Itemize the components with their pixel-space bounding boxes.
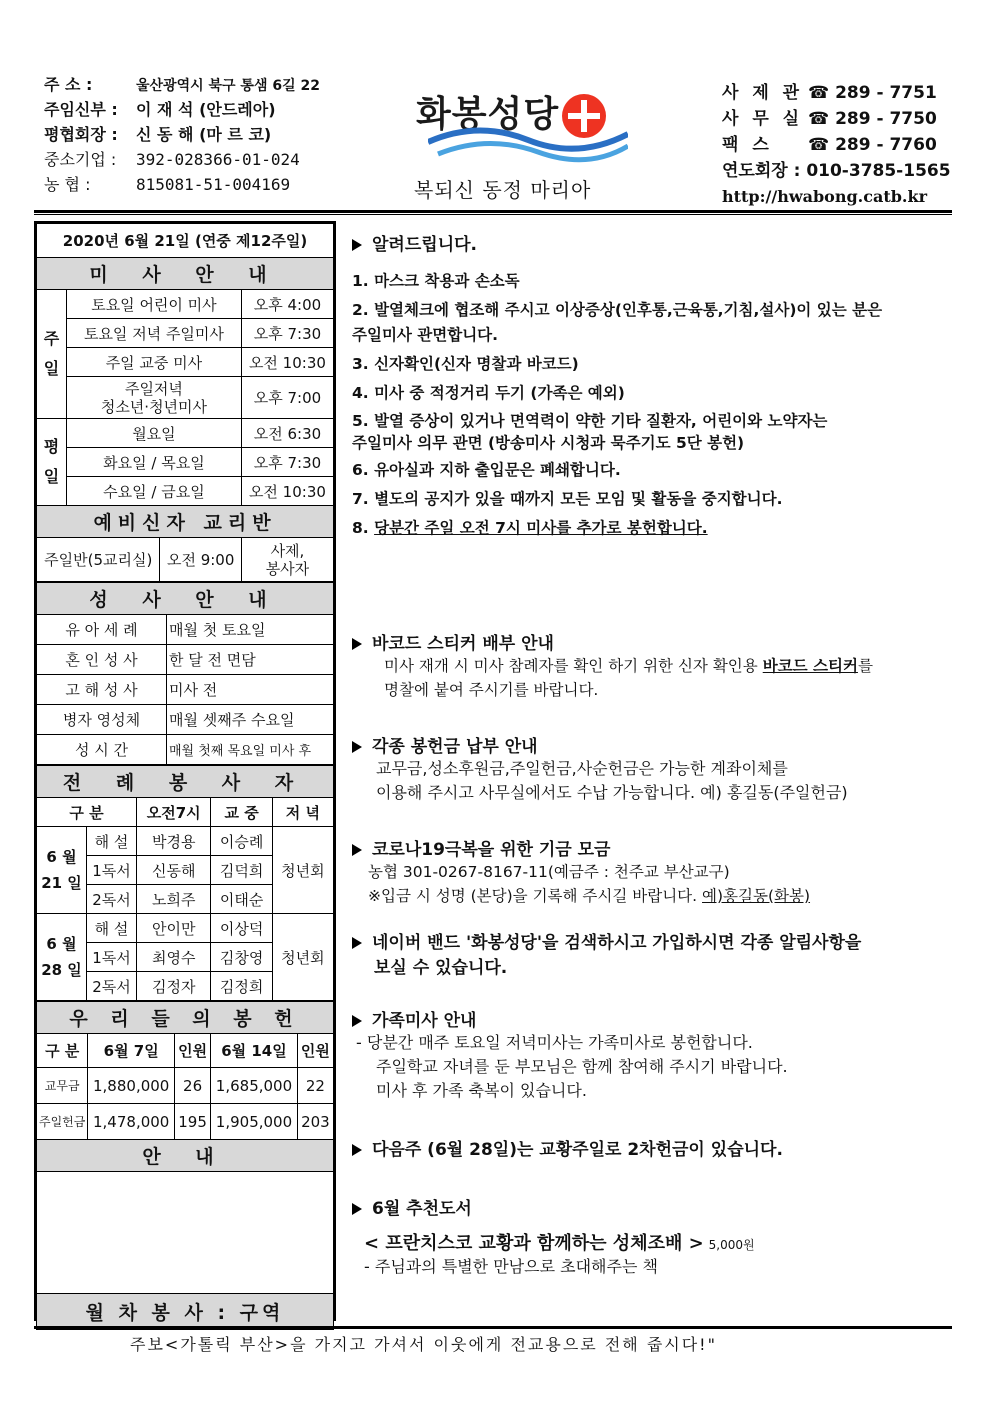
- book-price: 5,000원: [708, 1238, 755, 1252]
- family-text-2: 주일학교 자녀를 둔 부모님은 함께 참여해 주시기 바랍니다.: [376, 1057, 788, 1076]
- pastor-row: 주임신부 : 이 재 석 (안드레아): [44, 100, 276, 119]
- office-row: 사 무 실 ☎ 289 - 7750: [722, 109, 937, 129]
- barcode-text: 미사 재개 시 미사 참례자를 확인 하기 위한 신자 확인용 바코드 스티커를: [384, 657, 873, 675]
- sacrament-table: [36, 582, 334, 765]
- offering-amount: 1,685,000: [211, 1068, 298, 1104]
- servers-role: 2독서: [87, 972, 137, 1001]
- mass-name: 수요일 / 금요일: [67, 477, 242, 506]
- band-heading: 네이버 밴드 '화봉성당'을 검색하시고 가입하시면 각종 알림사항을: [352, 928, 952, 953]
- notice-item: 4. 미사 중 적정거리 두기 (가족은 예외): [352, 384, 625, 402]
- servers-name: 김덕희: [211, 856, 272, 885]
- arrow-icon: [352, 1015, 362, 1027]
- bulletin-date: 2020년 6월 21일 (연중 제12주일): [37, 224, 334, 258]
- header-info: [44, 72, 344, 197]
- barcode-text-2: 명찰에 붙여 주시기를 바랍니다.: [384, 681, 599, 699]
- servers-role: 해 설: [87, 914, 137, 943]
- mass-time: 오전 6:30: [241, 419, 333, 448]
- offering-header: 우 리 들 의 봉 헌: [37, 1002, 334, 1034]
- website-link[interactable]: http://hwabong.catb.kr: [722, 187, 927, 206]
- notice-item: 6. 유아실과 지하 출입문은 폐쇄합니다.: [352, 461, 621, 479]
- catechism-header: 예비신자 교리반: [37, 506, 334, 538]
- offering-count: 22: [297, 1068, 333, 1104]
- book-heading: 6월 추천도서: [352, 1194, 952, 1219]
- notice-header: 안 내: [37, 1140, 334, 1172]
- servers-role: 해 설: [87, 827, 137, 856]
- monthly-service: 월 차 봉 사 : 구역: [37, 1294, 334, 1330]
- offering-count: 195: [174, 1104, 210, 1140]
- arrow-icon: [352, 741, 362, 753]
- sacrament-name: 고 해 성 사: [37, 675, 167, 705]
- notice-heading: 알려드립니다.: [352, 230, 952, 255]
- sacrament-name: 혼 인 성 사: [37, 645, 167, 675]
- arrow-icon: [352, 937, 362, 949]
- giving-text: 교무금,성소후원금,주일헌금,사순헌금은 가능한 계좌이체를: [376, 759, 788, 778]
- mass-name: 주일 교중 미사: [67, 348, 242, 377]
- offering-count: 26: [174, 1068, 210, 1104]
- servers-col: 저 녁: [272, 798, 333, 827]
- covid-account: 농협 301-0267-8167-11(예금주 : 천주교 부산교구): [368, 863, 730, 881]
- book-row: [352, 1229, 952, 1255]
- offering-col: 인원: [297, 1034, 333, 1068]
- mass-time: 오후 7:30: [241, 319, 333, 348]
- offering-col: 구 분: [37, 1034, 88, 1068]
- offering-kind: 주일헌금: [37, 1104, 88, 1140]
- rectory-row: 사 제 관 ☎ 289 - 7751: [722, 83, 937, 103]
- mass-name: 토요일 저녁 주일미사: [67, 319, 242, 348]
- footer-text: 주보<가톨릭 부산>을 가지고 가셔서 이웃에게 전교용으로 전해 줍시다!": [130, 1335, 717, 1354]
- bank2-row: 농 협 : 815081-51-004169: [44, 175, 291, 194]
- servers-col: 구 분: [37, 798, 137, 827]
- mass-time: 오전 10:30: [241, 477, 333, 506]
- servers-date: 6 월 28 일: [37, 914, 87, 1001]
- offering-col: 인원: [174, 1034, 210, 1068]
- mass-time: 오전 10:30: [241, 348, 333, 377]
- mass-name: 화요일 / 목요일: [67, 448, 242, 477]
- covid-heading: 코로나19극복을 위한 기금 모금: [352, 835, 952, 860]
- servers-name: 김창영: [211, 943, 272, 972]
- servers-role: 1독서: [87, 856, 137, 885]
- mass-name: 월요일: [67, 419, 242, 448]
- footer-divider: [34, 1326, 952, 1330]
- servers-name: 박경용: [137, 827, 211, 856]
- notice-item: 5. 발열 증상이 있거나 면역력이 약한 기타 질환자, 어린이와 노약자는 주일미사 의무 관면 (방송미사 시청과 묵주기도 5단 봉헌): [352, 412, 828, 452]
- offering-kind: 교무금: [37, 1068, 88, 1104]
- covid-note: ※입금 시 성명 (본당)을 기록해 주시길 바랍니다. 예)홍길동(화봉): [368, 887, 811, 905]
- offering-col: 6월 7일: [88, 1034, 175, 1068]
- sacrament-name: 성 시 간: [37, 735, 167, 765]
- giving-text-2: 이용해 주시고 사무실에서도 수납 가능합니다. 예) 홍길동(주일헌금): [376, 783, 848, 802]
- book-desc: - 주님과의 특별한 만남으로 초대해주는 책: [364, 1257, 658, 1276]
- servers-role: 2독서: [87, 885, 137, 914]
- family-heading: 가족미사 안내: [352, 1006, 952, 1031]
- sacrament-when: 매월 첫째 목요일 미사 후: [167, 735, 334, 765]
- address-row: 주 소 : 울산광역시 북구 통샘 6길 22: [44, 75, 320, 94]
- offering-amount: 1,478,000: [88, 1104, 175, 1140]
- mass-name: 주일저녁 청소년·청년미사: [67, 377, 242, 419]
- servers-name: 이태순: [211, 885, 272, 914]
- sunday-label: 주일: [37, 290, 67, 419]
- sacrament-when: 매월 셋째주 수요일: [167, 705, 334, 735]
- servers-date: 6 월 21 일: [37, 827, 87, 914]
- offering-col: 6월 14일: [211, 1034, 298, 1068]
- family-text-3: 미사 후 가족 축복이 있습니다.: [376, 1081, 587, 1100]
- servers-col: 교 중: [211, 798, 272, 827]
- notice-item: 1. 마스크 착용과 손소독: [352, 272, 520, 290]
- arrow-icon: [352, 1144, 362, 1156]
- offering-count: 203: [297, 1104, 333, 1140]
- contact-info: [722, 80, 954, 210]
- notice-item: 2. 발열체크에 협조해 주시고 이상증상(인후통,근육통,기침,설사)이 있는 분은 주일미사 관면합니다.: [352, 301, 883, 344]
- notice-item: 3. 신자확인(신자 명찰과 바코드): [352, 355, 579, 373]
- catechism-who: 사제, 봉사자: [241, 538, 333, 582]
- mass-time: 오후 4:00: [241, 290, 333, 319]
- servers-role: 1독서: [87, 943, 137, 972]
- sacrament-when: 매월 첫 토요일: [167, 615, 334, 645]
- offering-amount: 1,880,000: [88, 1068, 175, 1104]
- waves-icon: [428, 124, 628, 164]
- servers-name: 최영수: [137, 943, 211, 972]
- servers-evening: 청년회: [272, 827, 333, 914]
- servers-name: 이상덕: [211, 914, 272, 943]
- servers-name: 노희주: [137, 885, 211, 914]
- offering-amount: 1,905,000: [211, 1104, 298, 1140]
- sacrament-name: 유 아 세 례: [37, 615, 167, 645]
- book-title: < 프란치스코 교황과 함께하는 성체조배 >: [364, 1233, 704, 1254]
- catechism-place: 주일반(5교리실): [37, 538, 160, 582]
- notice-box: [37, 1172, 334, 1294]
- arrow-icon: [352, 638, 362, 650]
- servers-name: 김정자: [137, 972, 211, 1001]
- barcode-heading: 바코드 스티커 배부 안내: [352, 629, 952, 654]
- servers-header: 전 례 봉 사 자: [37, 766, 334, 798]
- council-row: 평협회장 : 신 동 해 (마 르 코): [44, 125, 272, 144]
- parish-logo: [408, 80, 648, 200]
- servers-table: [36, 765, 334, 1001]
- sacrament-name: 병자 영성체: [37, 705, 167, 735]
- arrow-icon: [352, 844, 362, 856]
- sidebar: [34, 221, 336, 1324]
- offering-table: [36, 1001, 334, 1330]
- patron-name: 복되신 동정 마리아: [414, 178, 592, 202]
- servers-name: 안이만: [137, 914, 211, 943]
- servers-name: 신동해: [137, 856, 211, 885]
- next-week-heading: 다음주 (6월 28일)는 교황주일로 2차헌금이 있습니다.: [352, 1135, 952, 1160]
- sacrament-when: 한 달 전 면담: [167, 645, 334, 675]
- arrow-icon: [352, 1203, 362, 1215]
- band-heading-2: 보실 수 있습니다.: [374, 958, 508, 978]
- legion-row: 연도회장 : 010-3785-1565: [722, 161, 951, 181]
- notice-item-8: 8. 당분간 주일 오전 7시 미사를 추가로 봉헌합니다.: [352, 519, 708, 537]
- giving-heading: 각종 봉헌금 납부 안내: [352, 732, 952, 757]
- fax-row: 팩 스 ☎ 289 - 7760: [722, 135, 937, 155]
- sidebar-table: [36, 223, 334, 582]
- family-text: - 당분간 매주 토요일 저녁미사는 가족미사로 봉헌합니다.: [356, 1033, 753, 1052]
- servers-name: 이승례: [211, 827, 272, 856]
- bank1-row: 중소기업 : 392-028366-01-024: [44, 150, 300, 169]
- main-content: [352, 230, 952, 1279]
- sacrament-when: 미사 전: [167, 675, 334, 705]
- catechism-time: 오전 9:00: [160, 538, 241, 582]
- servers-evening: 청년회: [272, 914, 333, 1001]
- header-divider: [34, 210, 952, 215]
- notice-item: 7. 별도의 공지가 있을 때까지 모든 모임 및 활동을 중지합니다.: [352, 490, 783, 508]
- servers-col: 오전7시: [137, 798, 211, 827]
- mass-time: 오후 7:00: [241, 377, 333, 419]
- mass-name: 토요일 어린이 미사: [67, 290, 242, 319]
- arrow-icon: [352, 239, 362, 251]
- parish-name: 화봉성당: [416, 93, 560, 135]
- mass-time: 오후 7:30: [241, 448, 333, 477]
- sacrament-header: 성 사 안 내: [37, 583, 334, 615]
- weekday-label: 평일: [37, 419, 67, 506]
- mass-header: 미 사 안 내: [37, 258, 334, 290]
- servers-name: 김정희: [211, 972, 272, 1001]
